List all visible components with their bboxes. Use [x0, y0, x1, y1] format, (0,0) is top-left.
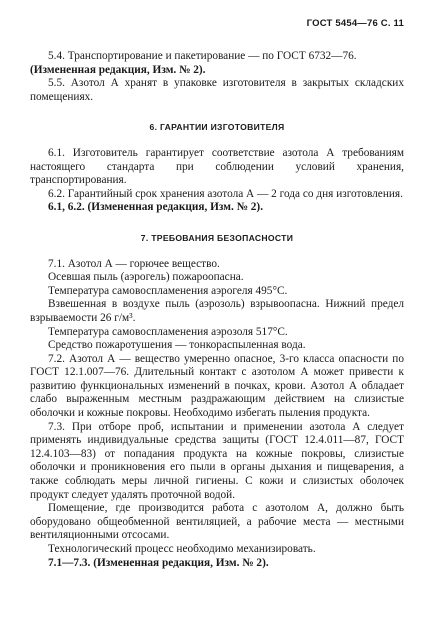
paragraph-5-5: 5.5. Азотол А хранят в упаковке изготовителя в закрытых складских помещениях. [30, 77, 404, 103]
paragraph-7-1: 7.1. Азотол А — горючее вещество. [48, 257, 220, 270]
paragraph-5-4: 5.4. Транспортирование и пакетирование — по ГОСТ 6732—76. [48, 50, 357, 62]
paragraph-7-3-ventilation: Помещение, где производится работа с азотолом А, должно быть оборудовано общеобменной вентиляцией, а рабочие места — местными вентиляционными отсосами. [30, 502, 404, 542]
document-body [30, 50, 404, 570]
paragraph-6-2: 6.2. Гарантийный срок хранения азотола А — 2 года со дня изготовления. [48, 187, 403, 200]
paragraph-7-1-aerosol: Взвешенная в воздухе пыль (аэрозоль) взрывоопасна. Нижний предел взрываемости 26 г/м³. [30, 298, 404, 324]
section-7-heading: 7. ТРЕБОВАНИЯ БЕЗОПАСНОСТИ [140, 232, 294, 243]
paragraph-7-1-aerosol-temp: Температура самовоспламенения аэрозоля 517°С. [48, 325, 288, 338]
section-6-heading: 6. ГАРАНТИИ ИЗГОТОВИТЕЛЯ [149, 122, 285, 133]
paragraph-6-1: 6.1. Изготовитель гарантирует соответствие азотола А требованиям настоящего стандарта при соблюдении условий хранения, транспортирования. [30, 146, 404, 187]
amendment-5-4: (Измененная редакция, Изм. № 2). [30, 63, 206, 76]
paragraph-7-1-dust: Осевшая пыль (аэрогель) пожароопасна. [48, 271, 244, 284]
paragraph-7-1-aerogel-temp: Температура самовоспламенения аэрогеля 495°С. [48, 284, 288, 297]
paragraph-7-1-extinguish: Средство пожаротушения — тонкораспыленная вода. [48, 339, 306, 352]
paragraph-7-3: 7.3. При отборе проб, испытании и применении азотола А следует применять индивидуальные средства защиты (ГОСТ 12.4.011—87, ГОСТ 12.4.103—83) от попадания продукта на кожные покровы, слизистые оболочки и проникновения его пыли в органы дыхания и пищеварения, а также соблюдать меры личной гигиены. С кожи и слизистых оболочек продукт следует удалять проточной водой. [30, 420, 404, 501]
amendment-6: 6.1, 6.2. (Измененная редакция, Изм. № 2). [48, 201, 264, 214]
paragraph-7-2: 7.2. Азотол А — вещество умеренно опасное, 3-го класса опасности по ГОСТ 12.1.007—76. Длительный контакт с азотолом А может привести к развитию функциональных изменений в почках, крови. Азотол А обладает слабо выраженным местным раздражающим действием на слизистые оболочки и кожные покровы. Необходимо избегать пыления продукта. [30, 352, 404, 420]
paragraph-7-3-process: Технологический процесс необходимо механизировать. [48, 543, 316, 555]
running-header: ГОСТ 5454—76 С. 11 [306, 18, 404, 29]
amendment-7: 7.1—7.3. (Измененная редакция, Изм. № 2). [48, 556, 269, 569]
